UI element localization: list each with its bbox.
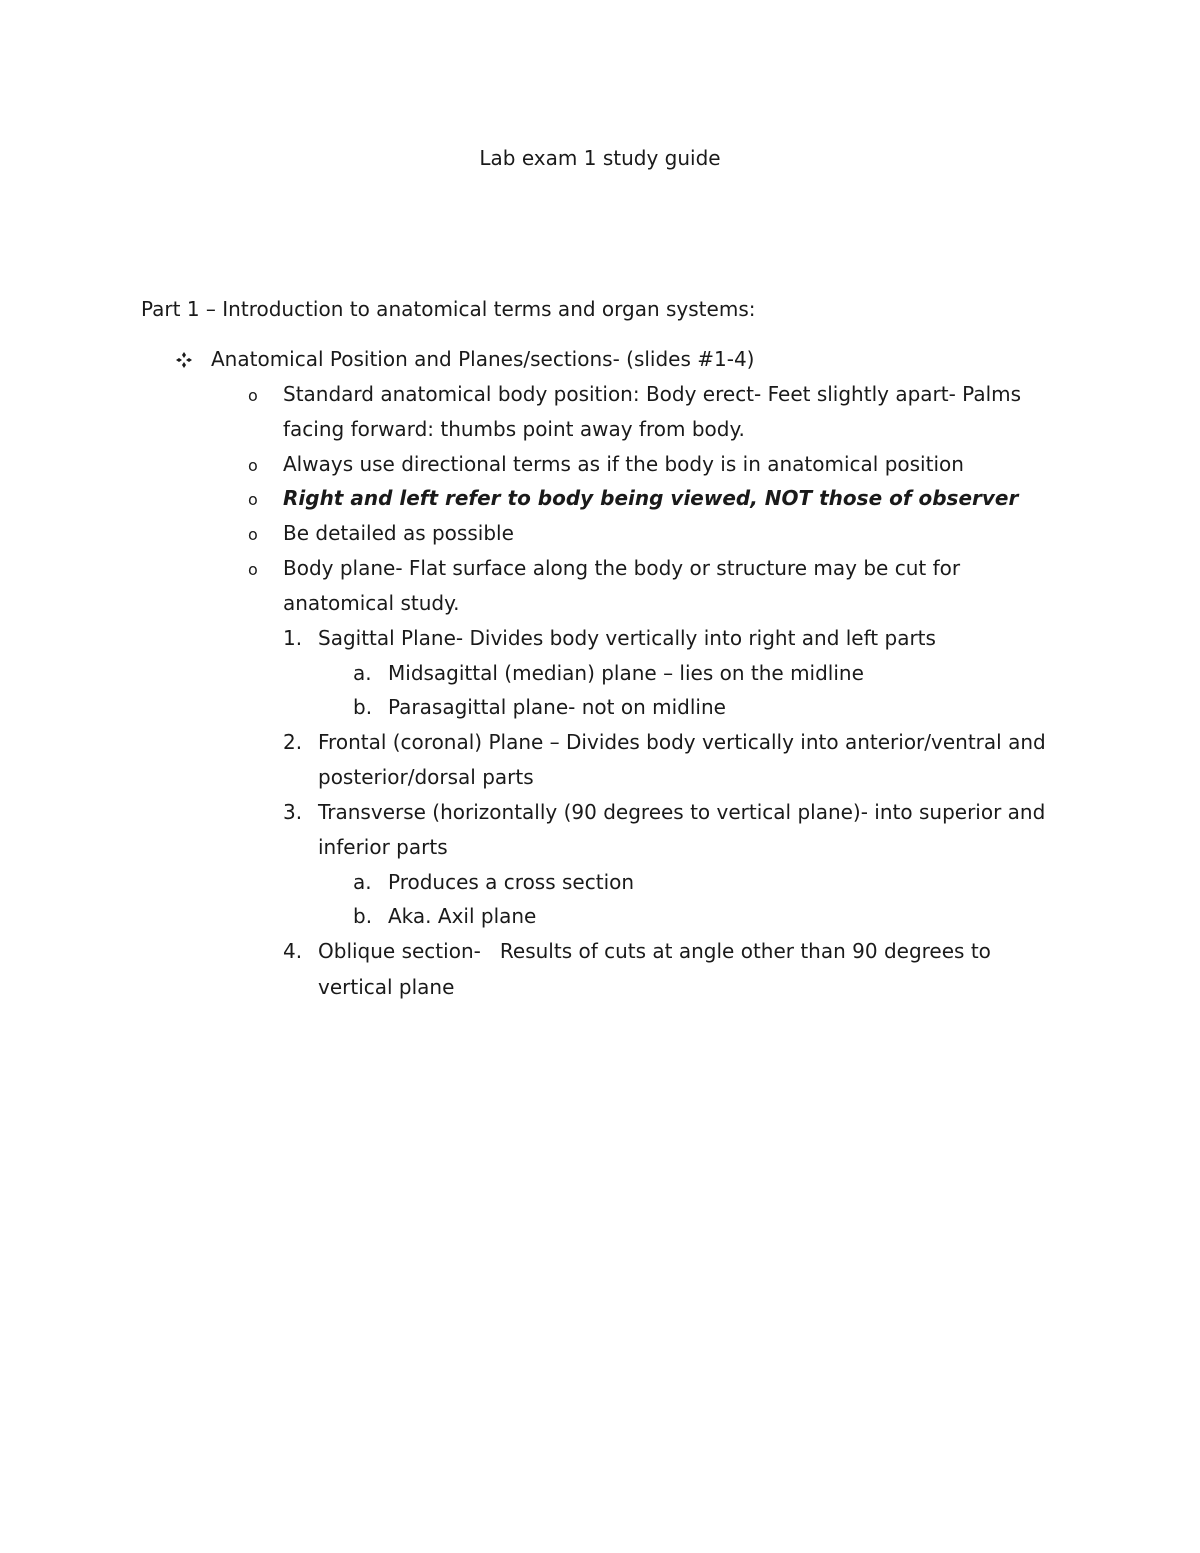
list-letter: b. bbox=[353, 695, 373, 719]
bullet-marker: o bbox=[248, 560, 258, 579]
bullet-marker: o bbox=[248, 525, 258, 544]
part-heading: Part 1 – Introduction to anatomical terms and organ systems: bbox=[141, 297, 756, 321]
sub-item-text: Parasagittal plane- not on midline bbox=[388, 695, 726, 719]
plane-text: posterior/dorsal parts bbox=[318, 765, 534, 789]
list-number: 4. bbox=[283, 939, 303, 963]
bullet-text: Be detailed as possible bbox=[283, 521, 514, 545]
four-diamond-bullet-icon bbox=[176, 352, 192, 368]
bullet-text-emphasis: Right and left refer to body being viewed, NOT those of observer bbox=[283, 486, 1019, 510]
list-letter: a. bbox=[353, 870, 372, 894]
list-number: 1. bbox=[283, 626, 303, 650]
bullet-text: anatomical study. bbox=[283, 591, 460, 615]
list-number: 2. bbox=[283, 730, 303, 754]
bullet-text: Body plane- Flat surface along the body or structure may be cut for bbox=[283, 556, 961, 580]
section-heading: Anatomical Position and Planes/sections- (slides #1-4) bbox=[211, 347, 755, 371]
plane-text: vertical plane bbox=[318, 975, 455, 999]
plane-text: Oblique section- Results of cuts at angle other than 90 degrees to bbox=[318, 939, 991, 963]
bullet-text: Always use directional terms as if the body is in anatomical position bbox=[283, 452, 964, 476]
bullet-marker: o bbox=[248, 386, 258, 405]
plane-text: Sagittal Plane- Divides body vertically into right and left parts bbox=[318, 626, 936, 650]
sub-item-text: Midsagittal (median) plane – lies on the midline bbox=[388, 661, 864, 685]
sub-item-text: Produces a cross section bbox=[388, 870, 635, 894]
bullet-marker: o bbox=[248, 456, 258, 475]
bullet-text: Standard anatomical body position: Body erect- Feet slightly apart- Palms bbox=[283, 382, 1022, 406]
plane-text: Transverse (horizontally (90 degrees to vertical plane)- into superior and bbox=[318, 800, 1046, 824]
sub-item-text: Aka. Axil plane bbox=[388, 904, 537, 928]
document-title: Lab exam 1 study guide bbox=[479, 146, 721, 170]
list-letter: a. bbox=[353, 661, 372, 685]
bullet-text: facing forward: thumbs point away from body. bbox=[283, 417, 745, 441]
list-letter: b. bbox=[353, 904, 373, 928]
list-number: 3. bbox=[283, 800, 303, 824]
plane-text: inferior parts bbox=[318, 835, 448, 859]
plane-text: Frontal (coronal) Plane – Divides body vertically into anterior/ventral and bbox=[318, 730, 1046, 754]
bullet-marker: o bbox=[248, 490, 258, 509]
